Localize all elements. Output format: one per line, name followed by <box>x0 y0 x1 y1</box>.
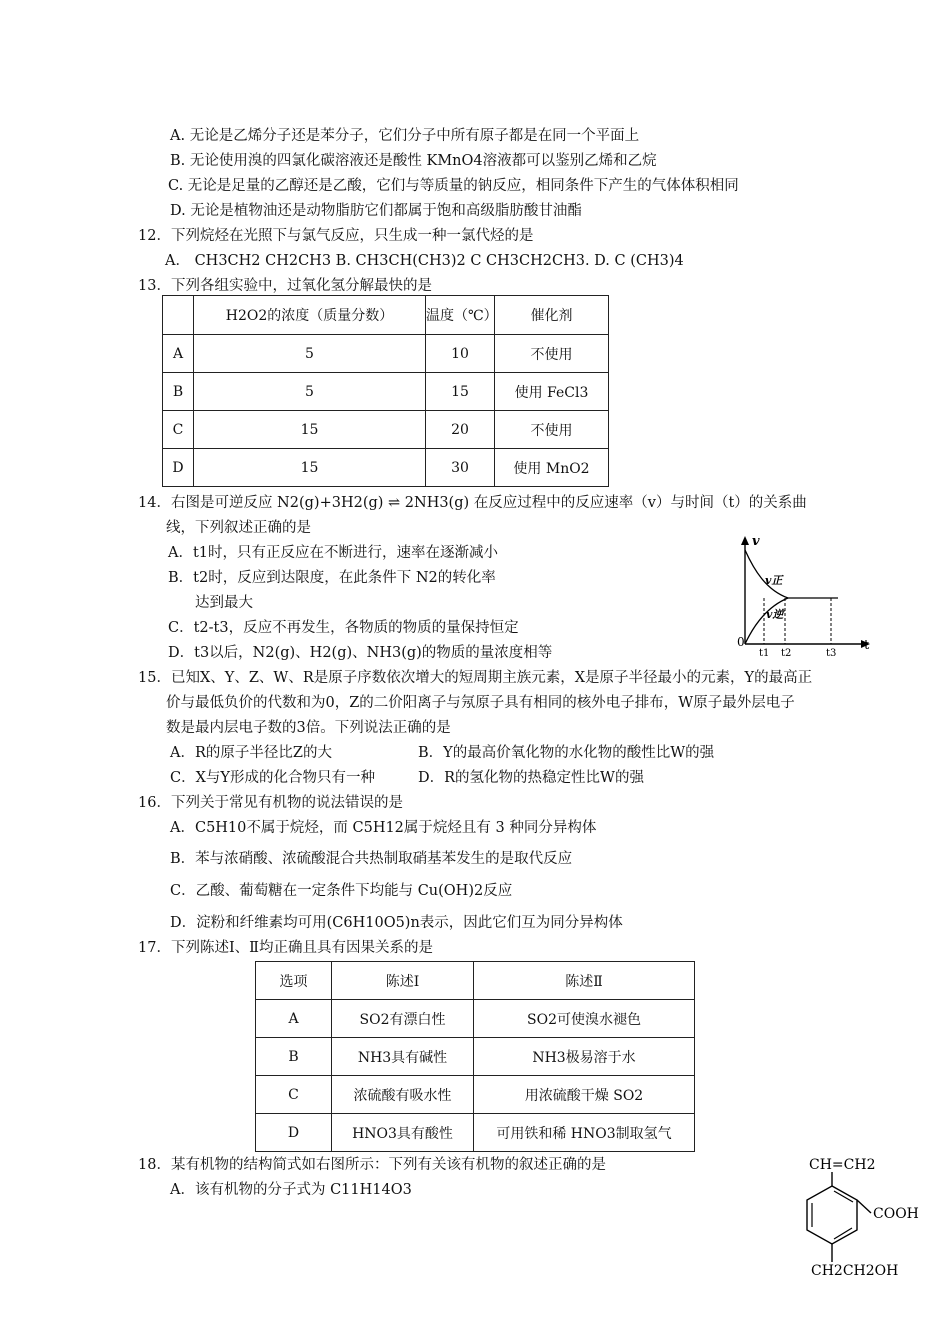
q11-option-d: D. 无论是植物油还是动物脂肪它们都属于饱和高级脂肪酸甘油酯 <box>170 203 582 219</box>
table-cell: 不使用 <box>495 335 609 373</box>
table-row <box>256 1076 695 1114</box>
q16-option-d: D．淀粉和纤维素均可用(C6H10O5)n表示，因此它们互为同分异构体 <box>170 915 623 931</box>
q11-option-a: A. 无论是乙烯分子还是苯分子，它们分子中所有原子都是在同一个平面上 <box>170 128 640 144</box>
q16-option-a: A．C5H10不属于烷烃，而 C5H12属于烷烃且有 3 种同分异构体 <box>170 820 597 836</box>
q15-line3: 数是最内层电子数的3倍。下列说法正确的是 <box>166 720 451 736</box>
q13-header-cell: H2O2的浓度（质量分数） <box>194 296 426 335</box>
q16-stem: 16．下列关于常见有机物的说法错误的是 <box>138 795 403 811</box>
table-row <box>163 373 609 411</box>
bottom-group: CH2CH2OH <box>811 1263 899 1279</box>
x-axis-label: t <box>864 638 870 653</box>
reverse-rate-label: v逆 <box>766 608 784 621</box>
table-cell: NH3具有碱性 <box>332 1038 474 1076</box>
q15-line1: 15．已知X、Y、Z、W、R是原子序数依次增大的短周期主族元素，X是原子半径最小的元素，Y的最高正 <box>138 670 813 686</box>
forward-rate-label: v正 <box>765 574 783 587</box>
table-cell: 使用 FeCl3 <box>495 373 609 411</box>
table-cell: 30 <box>426 449 495 487</box>
table-cell: 不使用 <box>495 411 609 449</box>
q14-option-b-line2: 达到最大 <box>195 595 253 611</box>
table-cell: 5 <box>194 373 426 411</box>
tick-t3: t3 <box>826 648 837 659</box>
q14-option-c: C．t2-t3，反应不再发生，各物质的物质的量保持恒定 <box>168 620 519 636</box>
table-row <box>163 411 609 449</box>
q13-table <box>162 295 609 487</box>
y-axis-label: v <box>752 534 760 549</box>
table-cell: 15 <box>426 373 495 411</box>
table-cell: 使用 MnO2 <box>495 449 609 487</box>
top-group: CH=CH2 <box>809 1157 876 1173</box>
q17-header-cell: 陈述Ⅱ <box>474 962 695 1000</box>
q16-option-b: B．苯与浓硝酸、浓硫酸混合共热制取硝基苯发生的是取代反应 <box>170 851 573 867</box>
q17-header-cell: 选项 <box>256 962 332 1000</box>
table-cell: SO2有漂白性 <box>332 1000 474 1038</box>
table-cell: D <box>256 1114 332 1152</box>
q11-option-c: C. 无论是足量的乙醇还是乙酸，它们与等质量的钠反应，相同条件下产生的气体体积相同 <box>168 178 739 194</box>
table-row <box>256 1000 695 1038</box>
table-row <box>163 335 609 373</box>
q13-header-cell: 温度（℃） <box>426 296 495 335</box>
tick-t1: t1 <box>759 648 770 659</box>
table-cell: A <box>256 1000 332 1038</box>
q16-option-c: C．乙酸、葡萄糖在一定条件下均能与 Cu(OH)2反应 <box>170 883 513 899</box>
q14-option-a: A．t1时，只有正反应在不断进行，速率在逐渐减小 <box>168 545 499 561</box>
q15-option-c: C．X与Y形成的化合物只有一种 <box>170 770 375 786</box>
table-cell: B <box>163 373 194 411</box>
table-cell: 浓硫酸有吸水性 <box>332 1076 474 1114</box>
table-cell: HNO3具有酸性 <box>332 1114 474 1152</box>
q15-option-d: D．R的氢化物的热稳定性比W的强 <box>418 770 644 786</box>
table-cell: NH3极易溶于水 <box>474 1038 695 1076</box>
q11-option-b: B. 无论使用溴的四氯化碳溶液还是酸性 KMnO4溶液都可以鉴别乙烯和乙烷 <box>170 153 657 169</box>
right-group: COOH <box>873 1206 919 1222</box>
table-row <box>163 449 609 487</box>
tick-t2: t2 <box>781 648 792 659</box>
q17-header-cell: 陈述Ⅰ <box>332 962 474 1000</box>
table-cell: B <box>256 1038 332 1076</box>
q14-stem-line1: 14．右图是可逆反应 N2(g)+3H2(g) ⇌ 2NH3(g) 在反应过程中的反应速率（v）与时间（t）的关系曲 <box>138 495 807 511</box>
table-cell: 15 <box>194 449 426 487</box>
q13-stem: 13．下列各组实验中，过氧化氢分解最快的是 <box>138 278 432 294</box>
table-cell: 20 <box>426 411 495 449</box>
q17-table <box>255 961 695 1152</box>
table-cell: A <box>163 335 194 373</box>
table-cell: 用浓硫酸干燥 SO2 <box>474 1076 695 1114</box>
q15-option-a: A．R的原子半径比Z的大 <box>170 745 332 761</box>
table-cell: 10 <box>426 335 495 373</box>
q12-stem: 12．下列烷烃在光照下与氯气反应，只生成一种一氯代烃的是 <box>138 228 534 244</box>
table-cell: 可用铁和稀 HNO3制取氢气 <box>474 1114 695 1152</box>
q14-option-d: D．t3以后，N2(g)、H2(g)、NH3(g)的物质的量浓度相等 <box>168 645 553 661</box>
q13-header-cell: 催化剂 <box>495 296 609 335</box>
table-cell: D <box>163 449 194 487</box>
q15-line2: 价与最低负价的代数和为0，Z的二价阳离子与氖原子具有相同的核外电子排布，W原子最外层电子 <box>166 695 795 711</box>
structure-formula <box>785 1157 919 1288</box>
table-cell: C <box>163 411 194 449</box>
table-cell: 5 <box>194 335 426 373</box>
table-cell: SO2可使溴水褪色 <box>474 1000 695 1038</box>
q18-stem: 18．某有机物的结构简式如右图所示：下列有关该有机物的叙述正确的是 <box>138 1157 606 1173</box>
q14-stem-line2: 线，下列叙述正确的是 <box>166 520 311 536</box>
origin-label: 0 <box>737 635 745 649</box>
table-cell: 15 <box>194 411 426 449</box>
q14-option-b-line1: B．t2时，反应到达限度，在此条件下 N2的转化率 <box>168 570 496 586</box>
q12-options: A． CH3CH2 CH2CH3 B. CH3CH(CH3)2 C CH3CH2CH3. D. C (CH3)4 <box>165 253 684 269</box>
q15-option-b: B．Y的最高价氧化物的水化物的酸性比W的强 <box>418 745 715 761</box>
q18-option-a: A．该有机物的分子式为 C11H14O3 <box>170 1182 412 1198</box>
q13-header-cell <box>163 296 194 335</box>
q17-stem: 17．下列陈述Ⅰ、Ⅱ均正确且具有因果关系的是 <box>138 940 434 956</box>
rate-time-graph <box>728 532 878 658</box>
table-cell: C <box>256 1076 332 1114</box>
table-row <box>256 1038 695 1076</box>
table-row <box>256 1114 695 1152</box>
